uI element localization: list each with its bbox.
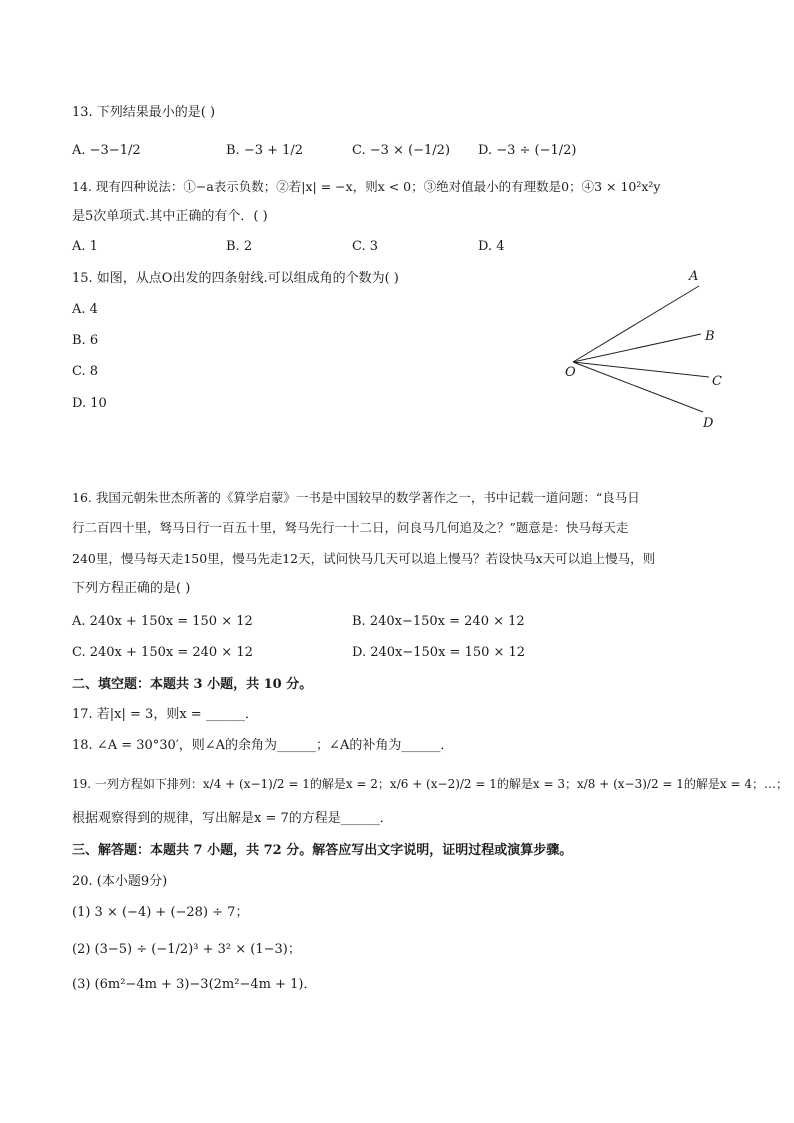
q16-line2: 行二百四十里，驽马日行一百五十里，驽马先行一十二日，问良马几何追及之？”题意是：快马每天走 <box>72 520 629 535</box>
q14-option-b: B. 2 <box>226 239 253 254</box>
q19-line1: 19. 一列方程如下排列：x/4 + (x−1)/2 = 1的解是x = 2；x/6 + (x−2)/2 = 1的解是x = 3；x/8 + (x−3)/2 = 1的解是x = 4；…； <box>72 777 788 791</box>
q15-option-d: D. 10 <box>72 396 107 411</box>
q20-part2: (2) (3−5) ÷ (−1/2)³ + 3² × (1−3)； <box>72 942 301 957</box>
q16-line4: 下列方程正确的是( ) <box>72 581 191 596</box>
q14-option-d: D. 4 <box>478 239 505 254</box>
section-answer: 三、解答题：本题共 7 小题，共 72 分。解答应写出文字说明，证明过程或演算步骤。 <box>72 843 573 858</box>
q13-option-c: C. −3 × (−1/2) <box>352 143 451 158</box>
q15-option-a: A. 4 <box>72 302 98 317</box>
q20-part3: (3) (6m²−4m + 3)−3(2m²−4m + 1)． <box>72 977 317 992</box>
q16-option-c: C. 240x + 150x = 240 × 12 <box>72 645 253 660</box>
label-b: B <box>705 329 715 344</box>
q16-option-b: B. 240x−150x = 240 × 12 <box>352 614 525 629</box>
ray-oa <box>573 286 699 362</box>
label-c: C <box>712 374 722 389</box>
q15-stem: 15. 如图，从点O出发的四条射线.可以组成角的个数为( ) <box>72 271 399 286</box>
rays-figure <box>555 262 740 437</box>
q16-option-d: D. 240x−150x = 150 × 12 <box>352 645 526 660</box>
q14-line2: 是5次单项式.其中正确的有个．( ) <box>72 209 268 224</box>
label-a: A <box>689 269 699 284</box>
q13-option-d: D. −3 ÷ (−1/2) <box>478 143 577 158</box>
ray-ob <box>573 334 701 362</box>
q16-line3: 240里，慢马每天走150里，慢马先走12天，试问快马几天可以追上慢马？若设快马x天可以追上慢马，则 <box>72 551 656 566</box>
q16-option-a: A. 240x + 150x = 150 × 12 <box>72 614 253 629</box>
q14-line1: 14. 现有四种说法：①−a表示负数；②若|x| = −x，则x < 0；③绝对值最小的有理数是0；④3 × 10²x²y <box>72 179 661 194</box>
q14-option-c: C. 3 <box>352 239 379 254</box>
q17: 17. 若|x| = 3，则x = ______． <box>72 707 258 722</box>
q18: 18. ∠A = 30°30′，则∠A的余角为______；∠A的补角为______． <box>72 738 454 753</box>
q19-line2: 根据观察得到的规律，写出解是x = 7的方程是______． <box>72 811 393 826</box>
section-fill-in: 二、填空题：本题共 3 小题，共 10 分。 <box>72 677 313 692</box>
q20-part1: (1) 3 × (−4) + (−28) ÷ 7； <box>72 905 249 920</box>
q13-stem: 13. 下列结果最小的是( ) <box>72 105 216 120</box>
q14-option-a: A. 1 <box>72 239 98 254</box>
q15-option-b: B. 6 <box>72 333 99 348</box>
q15-option-c: C. 8 <box>72 364 99 379</box>
q20-title: 20. (本小题9分) <box>72 874 168 889</box>
q13-option-a: A. −3−1/2 <box>72 143 141 158</box>
q16-line1: 16. 我国元朝朱世杰所著的《算学启蒙》一书是中国较早的数学著作之一，书中记载一道问题：“良马日 <box>72 490 640 505</box>
label-o: O <box>565 365 576 380</box>
q13-option-b: B. −3 + 1/2 <box>226 143 304 158</box>
label-d: D <box>703 416 714 431</box>
